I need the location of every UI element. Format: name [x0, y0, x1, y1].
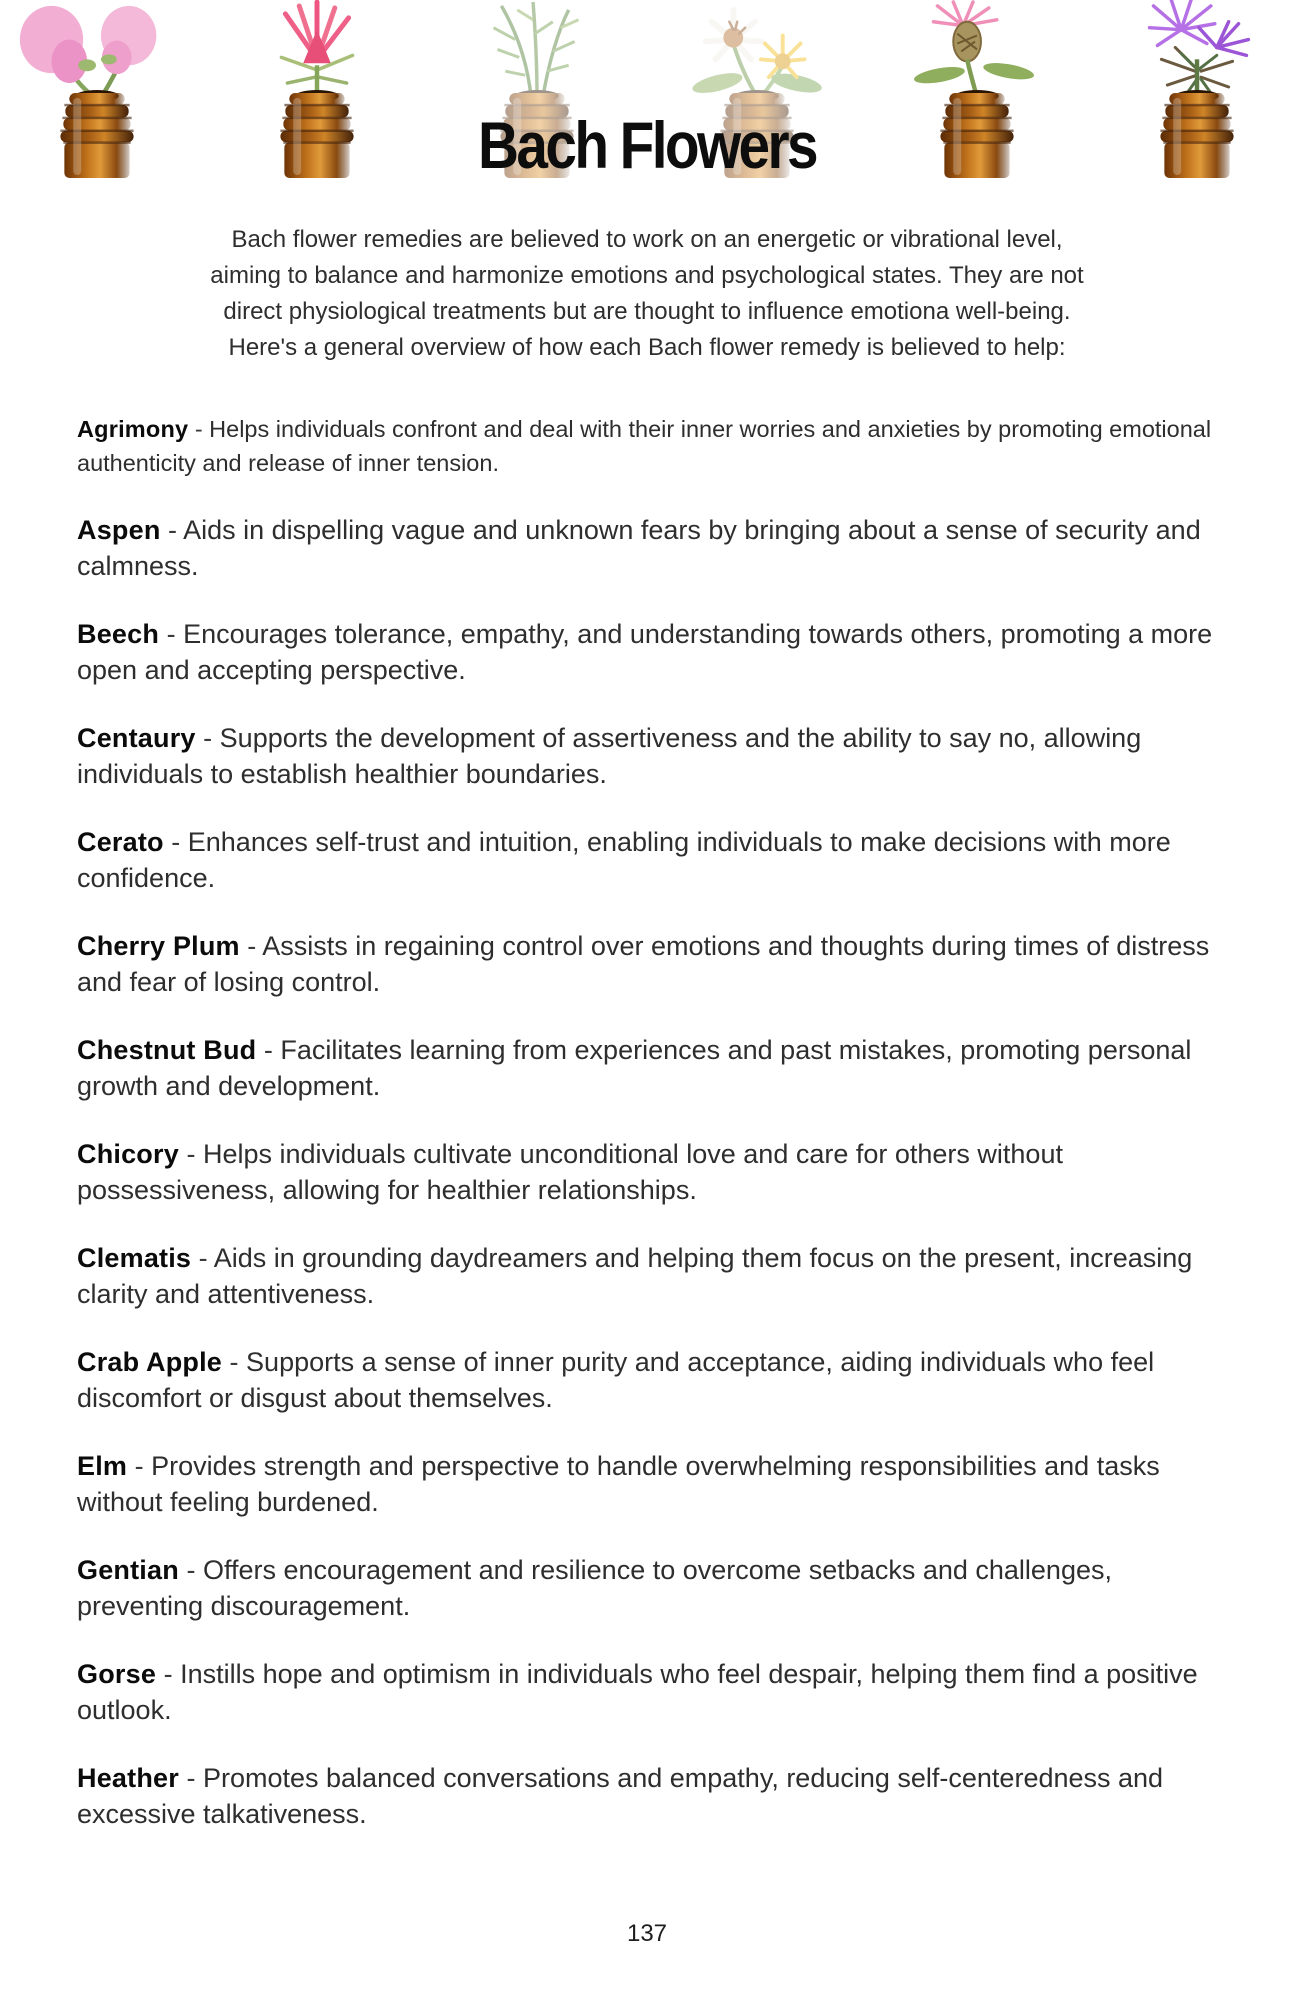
remedy-separator: -	[229, 1347, 239, 1377]
flower-bottle-image-6	[1112, 0, 1282, 178]
remedy-description: Aids in grounding daydreamers and helping them focus on the present, increasing clarity and attentiveness.	[77, 1243, 1193, 1309]
remedy-entry-cerato	[77, 824, 1224, 896]
remedy-name: Beech	[77, 619, 160, 649]
remedy-description: Aids in dispelling vague and unknown fears by bringing about a sense of security and calmness.	[77, 515, 1201, 581]
remedy-name: Heather	[77, 1763, 179, 1793]
remedy-name: Gorse	[77, 1659, 157, 1689]
intro-line-3: direct physiological treatments but are thought to influence emotiona well-being.	[223, 298, 1071, 325]
pink-sweet-pea-icon	[12, 0, 182, 178]
remedy-name: Cerato	[77, 827, 164, 857]
amber-bottle	[1160, 90, 1233, 178]
remedy-name: Gentian	[77, 1555, 179, 1585]
remedy-name: Crab Apple	[77, 1347, 223, 1377]
remedy-name: Aspen	[77, 515, 161, 545]
remedy-separator: -	[186, 1763, 196, 1793]
remedy-name: Chicory	[77, 1139, 179, 1169]
remedy-entry-crab-apple	[77, 1344, 1224, 1416]
remedy-name: Agrimony	[77, 416, 189, 442]
page-header	[0, 0, 1294, 182]
flower-bottle-image-5	[892, 0, 1062, 178]
remedy-description: Enhances self-trust and intuition, enabling individuals to make decisions with more confidence.	[77, 827, 1171, 893]
remedy-separator: -	[263, 1035, 273, 1065]
remedy-entry-chicory	[77, 1136, 1224, 1208]
sweet-pea-flower	[20, 6, 156, 98]
amber-bottle	[280, 90, 353, 178]
remedy-name: Centaury	[77, 723, 196, 753]
remedy-description: Offers encouragement and resilience to overcome setbacks and challenges, preventing discouragement.	[77, 1555, 1112, 1621]
intro-line-4: Here's a general overview of how each Bach flower remedy is believed to help:	[228, 334, 1066, 361]
remedy-separator: -	[171, 827, 181, 857]
remedy-description: Instills hope and optimism in individuals who feel despair, helping them find a positive outlook.	[77, 1659, 1198, 1725]
remedy-description: Encourages tolerance, empathy, and understanding towards others, promoting a more open and accepting perspective.	[77, 619, 1213, 685]
remedy-name: Elm	[77, 1451, 128, 1481]
remedy-description: Facilitates learning from experiences and past mistakes, promoting personal growth and development.	[77, 1035, 1192, 1101]
intro-line-1: Bach flower remedies are believed to work on an energetic or vibrational level,	[231, 226, 1063, 253]
amber-bottle	[60, 90, 133, 178]
remedy-separator: -	[198, 1243, 208, 1273]
remedy-separator: -	[166, 619, 176, 649]
remedy-entry-aspen	[77, 512, 1224, 584]
remedy-entry-centaury	[77, 720, 1224, 792]
remedy-name: Clematis	[77, 1243, 192, 1273]
pink-cornflower-icon	[892, 0, 1062, 178]
remedy-name: Chestnut Bud	[77, 1035, 257, 1065]
pink-spiky-blossom-icon	[232, 0, 402, 178]
purple-aster-flowers	[1150, 0, 1249, 98]
remedy-separator: -	[186, 1555, 196, 1585]
remedy-separator: -	[186, 1139, 196, 1169]
pink-spiky-flower	[281, 2, 352, 97]
remedy-separator: -	[134, 1451, 144, 1481]
remedy-entry-gentian	[77, 1552, 1224, 1624]
remedy-name: Cherry Plum	[77, 931, 240, 961]
remedy-description: Helps individuals confront and deal with their inner worries and anxieties by promoting emotional authenticity and release of inner tension.	[77, 416, 1212, 476]
page-number: 137	[626, 1920, 668, 1947]
remedy-list	[77, 412, 1224, 1832]
remedy-entry-heather	[77, 1760, 1224, 1832]
flower-bottle-image-1	[12, 0, 182, 178]
remedy-separator: -	[163, 1659, 173, 1689]
remedy-description: Assists in regaining control over emotions and thoughts during times of distress and fear of losing control.	[77, 931, 1210, 997]
flower-bottle-image-2	[232, 0, 402, 178]
remedy-entry-chestnut-bud	[77, 1032, 1224, 1104]
remedy-description: Promotes balanced conversations and empathy, reducing self-centeredness and excessive talkativeness.	[77, 1763, 1164, 1829]
remedy-separator: -	[194, 416, 203, 442]
purple-aster-icon	[1112, 0, 1282, 178]
intro-paragraph	[67, 222, 1227, 366]
white-daisy-and-yellow-flower	[691, 10, 824, 98]
remedy-description: Provides strength and perspective to handle overwhelming responsibilities and tasks without feeling burdened.	[77, 1451, 1160, 1517]
remedy-entry-agrimony	[77, 412, 1224, 480]
remedy-entry-elm	[77, 1448, 1224, 1520]
remedy-separator: -	[247, 931, 257, 961]
remedy-entry-beech	[77, 616, 1224, 688]
remedy-entry-clematis	[77, 1240, 1224, 1312]
remedy-description: Supports a sense of inner purity and acceptance, aiding individuals who feel discomfort or disgust about themselves.	[77, 1347, 1155, 1413]
intro-line-2: aiming to balance and harmonize emotions and psychological states. They are not	[210, 262, 1084, 289]
remedy-separator: -	[168, 515, 178, 545]
amber-bottle	[940, 90, 1013, 178]
green-herb-stems	[493, 2, 578, 97]
remedy-entry-gorse	[77, 1656, 1224, 1728]
remedy-description: Supports the development of assertiveness and the ability to say no, allowing individuals to establish healthier boundaries.	[77, 723, 1142, 789]
remedy-description: Helps individuals cultivate unconditional love and care for others without possessiveness, allowing for healthier relationships.	[77, 1139, 1063, 1205]
page-title: Bach Flowers	[477, 108, 817, 182]
remedy-entry-cherry-plum	[77, 928, 1224, 1000]
pink-cornflower-with-bud	[913, 2, 1035, 98]
remedy-separator: -	[203, 723, 213, 753]
